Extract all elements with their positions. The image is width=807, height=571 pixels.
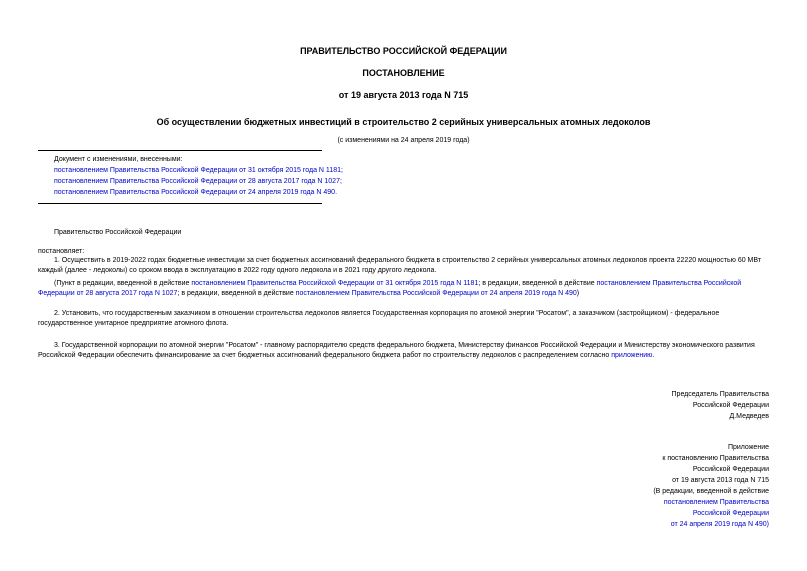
- appendix-link[interactable]: Российской Федерации: [692, 510, 769, 517]
- edition-note: (с изменениями на 24 апреля 2019 года): [337, 137, 470, 144]
- changes-bottom-divider: [38, 203, 322, 204]
- document-date: от 19 августа 2013 года N 715: [338, 90, 469, 100]
- paragraph-1-amendment: [38, 279, 769, 299]
- appendix-line: к постановлению Правительства: [662, 455, 769, 462]
- appendix-link[interactable]: приложению: [611, 352, 653, 359]
- decides-label: постановляет:: [38, 248, 85, 255]
- amendment-link-490[interactable]: постановлением Правительства Российской Федерации от 24 апреля 2019 года N 490: [295, 290, 577, 297]
- document-type: ПОСТАНОВЛЕНИЕ: [362, 68, 445, 78]
- paragraph-1: 1. Осуществить в 2019-2022 годах бюджетные инвестиции за счет бюджетных ассигнований федерального бюджета в строительство 2 серийных универсальных атомных ледоколов проекта 22220 мощностью 60 МВт каждый (далее - ледоколы) со сроком ввода в эксплуатацию в 2022 году одного ледокола и в 2021 году другого ледокола.: [38, 257, 762, 274]
- changes-top-divider: [38, 150, 322, 151]
- signature-position: Председатель Правительства: [671, 391, 769, 398]
- appendix-line: (В редакции, введенной в действие: [653, 488, 769, 495]
- government-heading: ПРАВИТЕЛЬСТВО РОССИЙСКОЙ ФЕДЕРАЦИИ: [300, 46, 507, 56]
- appendix-line: Российской Федерации: [692, 466, 769, 473]
- change-link-490[interactable]: постановлением Правительства Российской Федерации от 24 апреля 2019 года N 490.: [54, 189, 338, 196]
- appendix-link[interactable]: постановлением Правительства: [663, 499, 769, 506]
- paragraph-3-end: .: [652, 352, 655, 359]
- signature-name: Д.Медведев: [729, 413, 769, 420]
- signature-position-2: Российской Федерации: [692, 402, 769, 409]
- amendment-link-1027[interactable]: постановлением Правительства Российской Федерации от 28 августа 2017 года N 1027: [38, 280, 742, 297]
- government-line: Правительство Российской Федерации: [54, 229, 182, 236]
- appendix-line: [671, 520, 769, 530]
- document-title: Об осуществлении бюджетных инвестиций в строительство 2 серийных универсальных атомных ледоколов: [156, 117, 651, 127]
- amendment-text: (Пункт в редакции, введенной в действие: [54, 280, 192, 287]
- paragraph-3-text: 3. Государственной корпорации по атомной энергии "Росатом" - главному распорядителю средств федерального бюджета, Министерству финансов Российской Федерации и Министерству экономического развития Российской Федерации обеспечить финансирование за счет бюджетных ассигнований федерального бюджета работ по строительству ледоколов с распределением согласно: [38, 342, 755, 359]
- appendix-label: Приложение: [727, 444, 769, 451]
- paragraph-3: [38, 341, 769, 361]
- paragraph-2: 2. Установить, что государственным заказчиком в отношении строительства ледоколов является Государственная корпорация по атомной энергии "Росатом", а заказчиком (застройщиком) - федеральное государственное унитарное предприятие атомного флота.: [38, 310, 720, 327]
- changes-intro: Документ с изменениями, внесенными:: [54, 156, 183, 163]
- appendix-link[interactable]: от 24 апреля 2019 года N 490): [670, 521, 769, 528]
- amendment-text: ; в редакции, введенной в действие: [478, 280, 597, 287]
- change-link-1181[interactable]: постановлением Правительства Российской Федерации от 31 октября 2015 года N 1181;: [54, 167, 343, 174]
- appendix-line: от 19 августа 2013 года N 715: [672, 477, 769, 484]
- change-link-1027[interactable]: постановлением Правительства Российской Федерации от 28 августа 2017 года N 1027;: [54, 178, 342, 185]
- amendment-text: ; в редакции, введенной в действие: [177, 290, 296, 297]
- amendment-text: ): [576, 290, 580, 297]
- amendment-link-1181[interactable]: постановлением Правительства Российской Федерации от 31 октября 2015 года N 1181: [191, 280, 479, 287]
